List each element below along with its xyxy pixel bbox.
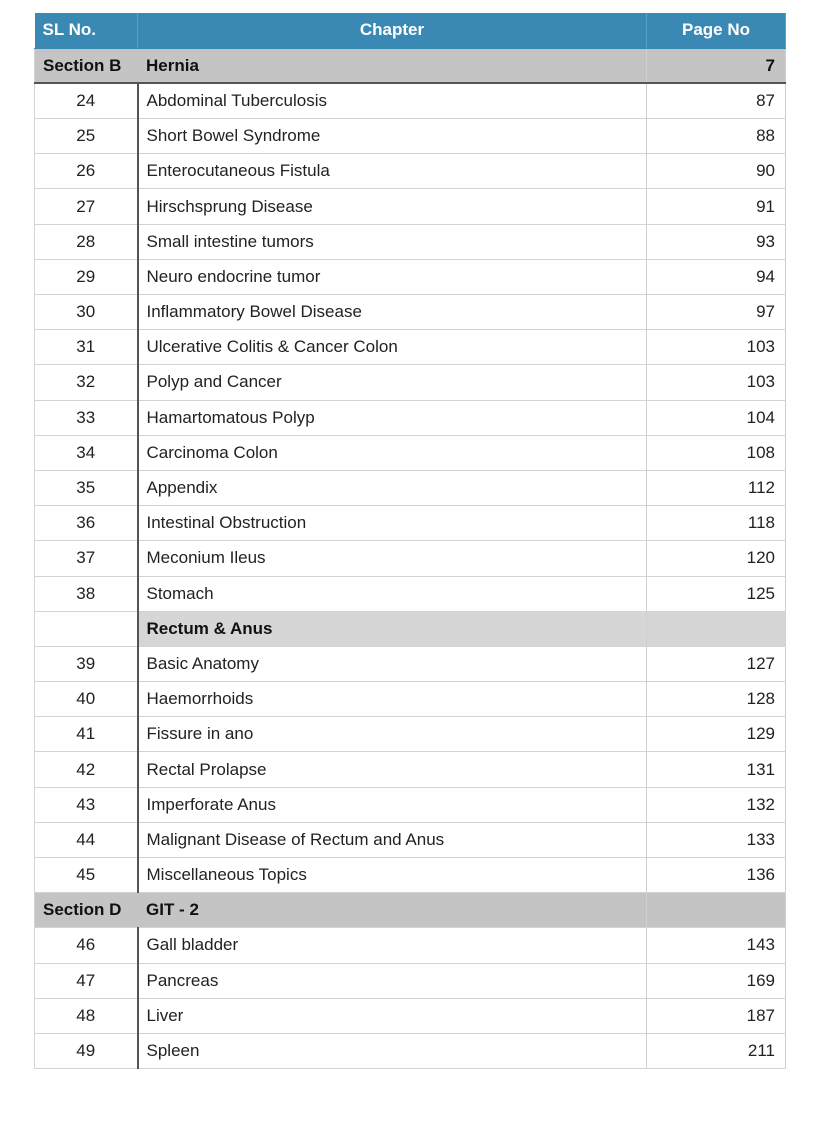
page-no-cell: 131 [647,752,786,787]
sl-no-cell: 25 [35,119,138,154]
sl-no-cell [35,611,138,646]
chapter-cell: Appendix [138,470,647,505]
chapter-cell: Ulcerative Colitis & Cancer Colon [138,330,647,365]
page-no-cell: 211 [647,1033,786,1068]
chapter-cell: Liver [138,998,647,1033]
chapter-cell: Short Bowel Syndrome [138,119,647,154]
sl-no-cell: 26 [35,154,138,189]
chapter-cell: Malignant Disease of Rectum and Anus [138,822,647,857]
chapter-cell: Abdominal Tuberculosis [138,83,647,118]
chapter-cell: Haemorrhoids [138,682,647,717]
sl-no-cell: 39 [35,646,138,681]
chapter-cell: Gall bladder [138,928,647,963]
page-no-cell: 88 [647,119,786,154]
page-no-cell: 132 [647,787,786,822]
table-row [35,365,786,400]
table-row [35,682,786,717]
sl-no-cell: 36 [35,506,138,541]
page-no-cell: 108 [647,435,786,470]
table-row [35,541,786,576]
sl-no-cell: 41 [35,717,138,752]
page-no-cell: 91 [647,189,786,224]
chapter-cell: Hernia [138,48,647,83]
page-no-cell: 127 [647,646,786,681]
table-row [35,787,786,822]
page-no-cell: 94 [647,259,786,294]
sl-no-cell: 46 [35,928,138,963]
page-no-cell: 128 [647,682,786,717]
chapter-cell: Hamartomatous Polyp [138,400,647,435]
chapter-cell: Basic Anatomy [138,646,647,681]
sl-no-cell: 49 [35,1033,138,1068]
table-row [35,295,786,330]
header-chapter: Chapter [138,13,647,48]
page-no-cell: 112 [647,470,786,505]
chapter-cell: Inflammatory Bowel Disease [138,295,647,330]
table-row [35,858,786,893]
table-body [35,48,786,1068]
sl-no-cell: 24 [35,83,138,118]
table-row [35,576,786,611]
table-row [35,998,786,1033]
table-row [35,470,786,505]
sl-no-cell: 31 [35,330,138,365]
subsection-row [35,611,786,646]
chapter-cell: Enterocutaneous Fistula [138,154,647,189]
sl-no-cell: 47 [35,963,138,998]
page-no-cell: 125 [647,576,786,611]
page-no-cell [647,611,786,646]
table-row [35,1033,786,1068]
page-no-cell: 169 [647,963,786,998]
page-no-cell [647,893,786,928]
sl-no-cell: 32 [35,365,138,400]
sl-no-cell: 44 [35,822,138,857]
chapter-cell: Rectal Prolapse [138,752,647,787]
page-no-cell: 120 [647,541,786,576]
sl-no-cell: Section D [35,893,138,928]
chapter-cell: Neuro endocrine tumor [138,259,647,294]
table-header [35,13,786,48]
table-row [35,259,786,294]
table-row [35,822,786,857]
page-no-cell: 103 [647,330,786,365]
table-row [35,224,786,259]
page-no-cell: 103 [647,365,786,400]
sl-no-cell: 42 [35,752,138,787]
page-no-cell: 90 [647,154,786,189]
sl-no-cell: 40 [35,682,138,717]
section-row [35,48,786,83]
chapter-cell: Imperforate Anus [138,787,647,822]
sl-no-cell: 45 [35,858,138,893]
sl-no-cell: 30 [35,295,138,330]
table-row [35,154,786,189]
table-row [35,119,786,154]
table-row [35,646,786,681]
section-row [35,893,786,928]
table-row [35,752,786,787]
table-row [35,963,786,998]
sl-no-cell: 27 [35,189,138,224]
chapter-cell: Intestinal Obstruction [138,506,647,541]
table-row [35,506,786,541]
header-page-no: Page No [647,13,786,48]
chapter-cell: Hirschsprung Disease [138,189,647,224]
chapter-cell: Miscellaneous Topics [138,858,647,893]
page-no-cell: 143 [647,928,786,963]
sl-no-cell: 48 [35,998,138,1033]
page-no-cell: 133 [647,822,786,857]
chapter-cell: Carcinoma Colon [138,435,647,470]
sl-no-cell: Section B [35,48,138,83]
page-no-cell: 118 [647,506,786,541]
chapter-cell: GIT - 2 [138,893,647,928]
table-row [35,717,786,752]
sl-no-cell: 38 [35,576,138,611]
page-no-cell: 7 [647,48,786,83]
sl-no-cell: 29 [35,259,138,294]
sl-no-cell: 34 [35,435,138,470]
chapter-cell: Stomach [138,576,647,611]
chapter-cell: Rectum & Anus [138,611,647,646]
page-no-cell: 187 [647,998,786,1033]
page-no-cell: 136 [647,858,786,893]
sl-no-cell: 43 [35,787,138,822]
sl-no-cell: 33 [35,400,138,435]
sl-no-cell: 37 [35,541,138,576]
chapter-cell: Spleen [138,1033,647,1068]
header-sl-no: SL No. [35,13,138,48]
table-row [35,928,786,963]
table-row [35,330,786,365]
header-row [35,13,786,48]
page-no-cell: 129 [647,717,786,752]
page-no-cell: 104 [647,400,786,435]
table-row [35,83,786,118]
table-of-contents [34,13,786,1069]
table-row [35,400,786,435]
chapter-cell: Pancreas [138,963,647,998]
chapter-cell: Fissure in ano [138,717,647,752]
page-no-cell: 97 [647,295,786,330]
page-no-cell: 87 [647,83,786,118]
table-row [35,435,786,470]
chapter-cell: Meconium Ileus [138,541,647,576]
sl-no-cell: 35 [35,470,138,505]
table-row [35,189,786,224]
chapter-cell: Small intestine tumors [138,224,647,259]
sl-no-cell: 28 [35,224,138,259]
page-no-cell: 93 [647,224,786,259]
chapter-cell: Polyp and Cancer [138,365,647,400]
